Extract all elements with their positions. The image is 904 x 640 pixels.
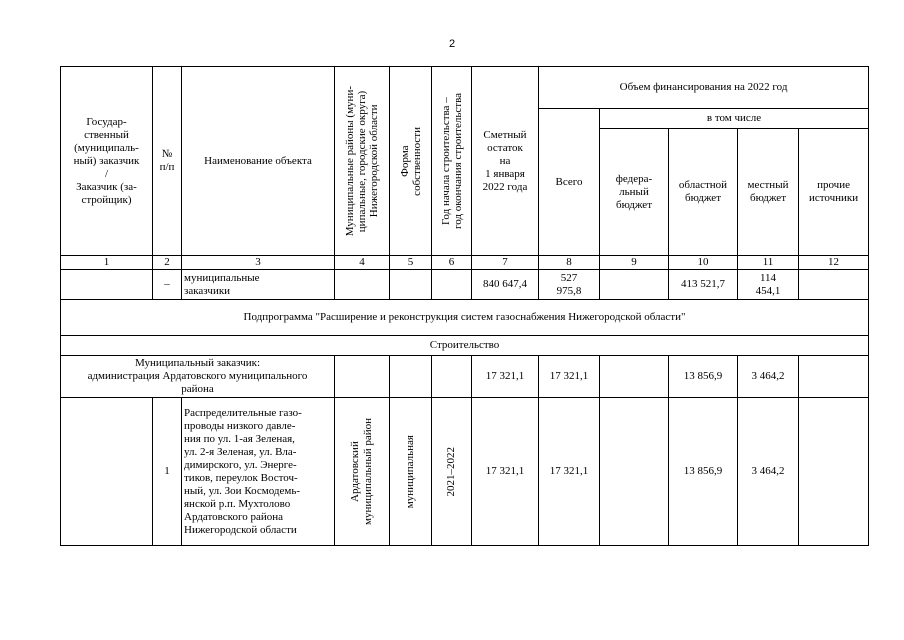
page-number: 2 (448, 38, 456, 50)
subprogram-title: Подпрограмма "Расширение и реконструкция систем газоснабжения Нижегородской области" (61, 300, 869, 336)
cell-empty (799, 270, 869, 300)
cell-empty (799, 398, 869, 546)
section-title: Строительство (61, 336, 869, 356)
cell-empty (432, 270, 472, 300)
column-number: 4 (335, 256, 390, 270)
cell-total: 17 321,1 (539, 356, 600, 398)
customer-row (61, 356, 869, 398)
header-financing: Объем финансирования на 2022 год (539, 67, 869, 109)
cell-num: – (153, 270, 182, 300)
header-regional: областной бюджет (669, 129, 738, 256)
cell-empty (600, 356, 669, 398)
cell-num: 1 (153, 398, 182, 546)
header-federal: федера- льный бюджет (600, 129, 669, 256)
cell-empty (335, 270, 390, 300)
header-ownership (390, 67, 432, 256)
cell-empty (432, 356, 472, 398)
header-years-text: Год начала строительства – год окончания строительства (439, 93, 464, 229)
cell-estimate: 17 321,1 (472, 356, 539, 398)
object-district (335, 398, 390, 546)
object-district-text: Ардатовский муниципальный район (349, 418, 374, 525)
column-number: 8 (539, 256, 600, 270)
cell-estimate: 840 647,4 (472, 270, 539, 300)
cell-empty (335, 356, 390, 398)
header-ownership-text: Форма собственности (398, 126, 423, 196)
header-object-name: Наименование объекта (182, 67, 335, 256)
header-customer: Государ- ственный (муниципаль- ный) заказчик / Заказчик (за- стройщик) (61, 67, 153, 256)
header-local: местный бюджет (738, 129, 799, 256)
header-years (432, 67, 472, 256)
municipal-customers-row (61, 270, 869, 300)
column-number: 6 (432, 256, 472, 270)
column-numbers-row (61, 256, 869, 270)
column-number: 1 (61, 256, 153, 270)
column-number: 11 (738, 256, 799, 270)
cell-name: муниципальные заказчики (182, 270, 335, 300)
column-number: 3 (182, 256, 335, 270)
object-ownership-text: муниципальная (404, 434, 416, 509)
column-number: 5 (390, 256, 432, 270)
header-districts (335, 67, 390, 256)
cell-total: 527 975,8 (539, 270, 600, 300)
column-number: 7 (472, 256, 539, 270)
header-estimate: Сметный остаток на 1 января 2022 года (472, 67, 539, 256)
cell-empty (600, 398, 669, 546)
column-number: 2 (153, 256, 182, 270)
column-number: 10 (669, 256, 738, 270)
cell-regional: 13 856,9 (669, 356, 738, 398)
column-number: 12 (799, 256, 869, 270)
cell-local: 3 464,2 (738, 398, 799, 546)
cell-empty (61, 398, 153, 546)
header-other: прочие источники (799, 129, 869, 256)
object-years-text: 2021–2022 (445, 446, 457, 497)
cell-regional: 13 856,9 (669, 398, 738, 546)
cell-empty (799, 356, 869, 398)
object-row (61, 398, 869, 546)
cell-local: 114 454,1 (738, 270, 799, 300)
financing-table (60, 66, 869, 546)
header-districts-text: Муниципальные районы (муни- ципальные, городские округа) Нижегородской области (344, 85, 380, 237)
section-row (61, 336, 869, 356)
object-name: Распределительные газо- проводы низкого давле- ния по ул. 1-ая Зеленая, ул. 2-я Зеленая, ул. Вла- димирского, ул. Энерге- тиков, переулок Восточ- ный, ул. Зои Космодемь- янской р.п. Мухтолово Ардатовского района Нижегородской области (182, 398, 335, 546)
subprogram-row (61, 300, 869, 336)
object-ownership (390, 398, 432, 546)
column-number: 9 (600, 256, 669, 270)
header-total: Всего (539, 109, 600, 256)
cell-regional: 413 521,7 (669, 270, 738, 300)
header-num: № п/п (153, 67, 182, 256)
cell-empty (600, 270, 669, 300)
customer-name: Муниципальный заказчик: администрация Ардатовского муниципального района (61, 356, 335, 398)
cell-estimate: 17 321,1 (472, 398, 539, 546)
cell-empty (61, 270, 153, 300)
object-years (432, 398, 472, 546)
cell-empty (390, 356, 432, 398)
header-including: в том числе (600, 109, 869, 129)
cell-empty (390, 270, 432, 300)
cell-total: 17 321,1 (539, 398, 600, 546)
cell-local: 3 464,2 (738, 356, 799, 398)
